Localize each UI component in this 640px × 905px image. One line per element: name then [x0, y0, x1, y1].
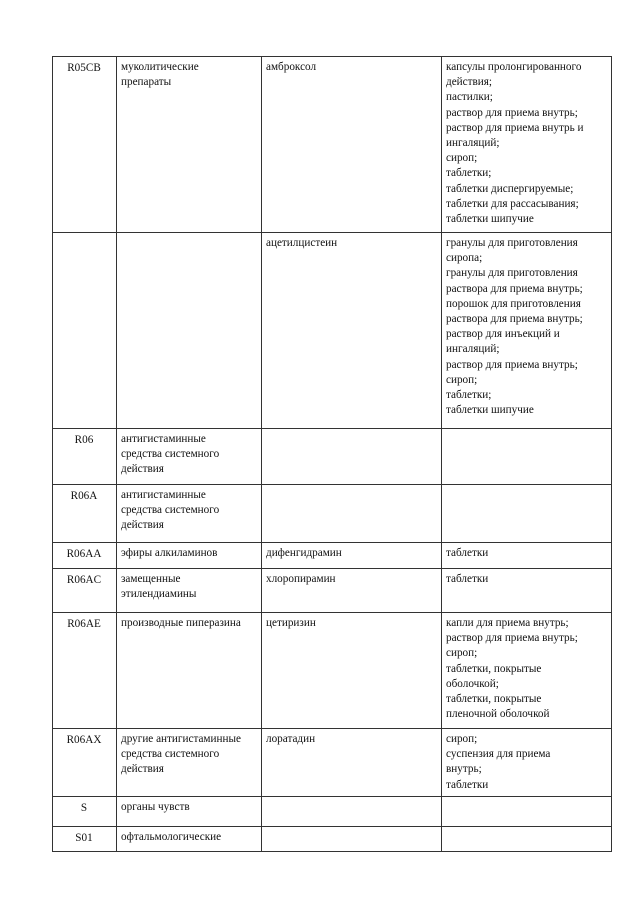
forms-text-line: гранулы для приготовления: [446, 267, 578, 280]
forms-text-line: раствор для приема внутрь;: [446, 106, 578, 119]
group-cell: [116, 826, 261, 851]
table-row: [0, 826, 640, 851]
forms-cell: [441, 612, 611, 728]
drug-cell: [261, 612, 441, 728]
drug-text-line: ацетилцистеин: [266, 237, 338, 249]
code-cell: [52, 568, 116, 612]
group-text-line: действия: [121, 763, 164, 776]
group-cell: [116, 484, 261, 542]
group-text-line: действия: [121, 463, 164, 476]
forms-text-line: таблетки;: [446, 167, 492, 180]
table-row: [0, 232, 640, 428]
group-text-line: препараты: [121, 76, 172, 89]
atc-code: S: [80, 802, 88, 814]
forms-text-line: оболочкой;: [446, 677, 499, 690]
table-rule: [116, 56, 117, 852]
forms-text-line: раствора для приема внутрь;: [446, 313, 583, 326]
table-row: [0, 728, 640, 796]
code-cell: [52, 484, 116, 542]
forms-text-line: таблетки диспергируемые;: [446, 182, 574, 195]
atc-code: R06A: [70, 490, 98, 502]
atc-code: R06: [74, 434, 94, 446]
forms-text-line: пастилки;: [446, 91, 493, 104]
forms-text-line: пленочной оболочкой: [446, 708, 550, 721]
forms-text-line: капли для приема внутрь;: [446, 617, 569, 629]
code-cell: [52, 232, 116, 428]
forms-cell: [441, 484, 611, 542]
code-cell: [52, 56, 116, 232]
group-text-line: средства системного: [121, 448, 220, 461]
group-text-line: этилендиамины: [121, 588, 197, 601]
forms-text-line: сироп;: [446, 733, 478, 745]
drug-cell: [261, 568, 441, 612]
forms-text-line: таблетки;: [446, 389, 492, 402]
group-cell: [116, 428, 261, 484]
forms-text-line: капсулы пролонгированного: [446, 61, 582, 73]
forms-text-line: раствора для приема внутрь;: [446, 282, 583, 295]
group-text-line: средства системного: [121, 748, 220, 761]
group-text-line: действия: [121, 519, 164, 532]
table-row: [0, 542, 640, 568]
forms-text-line: раствор для инъекций и: [446, 328, 560, 341]
table-row: [0, 484, 640, 542]
forms-text-line: таблетки: [446, 573, 489, 585]
forms-text-line: сироп;: [446, 152, 478, 165]
table-row: [0, 568, 640, 612]
drug-cell: [261, 428, 441, 484]
group-text-line: офтальмологические: [121, 831, 222, 843]
group-text-line: антигистаминные: [121, 433, 206, 445]
forms-text-line: таблетки для рассасывания;: [446, 197, 579, 210]
atc-code: R06AA: [66, 548, 102, 560]
table-rule: [261, 56, 262, 852]
forms-text-line: порошок для приготовления: [446, 297, 581, 310]
table-rule: [52, 826, 612, 827]
drug-cell: [261, 728, 441, 796]
table-rule: [52, 728, 612, 729]
table-row: [0, 796, 640, 826]
group-text-line: антигистаминные: [121, 489, 206, 501]
drug-text-line: лоратадин: [266, 733, 316, 745]
group-text-line: муколитические: [121, 61, 199, 73]
forms-text-line: таблетки, покрытые: [446, 662, 542, 675]
forms-cell: [441, 796, 611, 826]
group-cell: [116, 796, 261, 826]
forms-text-line: таблетки: [446, 778, 489, 791]
drug-cell: [261, 232, 441, 428]
forms-cell: [441, 56, 611, 232]
table-rule: [611, 56, 612, 852]
code-cell: [52, 428, 116, 484]
forms-text-line: раствор для приема внутрь и: [446, 121, 584, 134]
table-rule: [52, 484, 612, 485]
drug-text-line: цетиризин: [266, 617, 316, 629]
forms-text-line: таблетки шипучие: [446, 213, 534, 226]
table-rule: [52, 796, 612, 797]
table-rule: [52, 568, 612, 569]
atc-code: R06AE: [67, 618, 101, 630]
forms-text-line: сироп;: [446, 647, 478, 660]
forms-text-line: действия;: [446, 76, 493, 89]
drug-cell: [261, 542, 441, 568]
table-rule: [52, 232, 612, 233]
forms-cell: [441, 428, 611, 484]
group-cell: [116, 56, 261, 232]
code-cell: [52, 542, 116, 568]
atc-code: R05CB: [67, 62, 101, 74]
forms-text-line: раствор для приема внутрь;: [446, 632, 578, 645]
drug-cell: [261, 796, 441, 826]
group-text-line: другие антигистаминные: [121, 733, 241, 745]
drug-cell: [261, 56, 441, 232]
table-row: [0, 428, 640, 484]
forms-text-line: сироп;: [446, 373, 478, 386]
code-cell: [52, 728, 116, 796]
atc-code: S01: [75, 832, 93, 844]
forms-cell: [441, 826, 611, 851]
forms-cell: [441, 232, 611, 428]
table-row: [0, 612, 640, 728]
atc-code: R06AC: [66, 574, 102, 586]
group-text-line: эфиры алкиламинов: [121, 547, 218, 559]
forms-text-line: таблетки, покрытые: [446, 693, 542, 706]
table-rule: [52, 56, 612, 57]
forms-text-line: раствор для приема внутрь;: [446, 358, 578, 371]
drug-cell: [261, 484, 441, 542]
drug-text-line: амброксол: [266, 61, 317, 73]
forms-text-line: сиропа;: [446, 252, 483, 265]
code-cell: [52, 826, 116, 851]
forms-cell: [441, 542, 611, 568]
table-rule: [52, 428, 612, 429]
forms-text-line: таблетки шипучие: [446, 404, 534, 417]
forms-text-line: внутрь;: [446, 763, 482, 776]
table-rule: [52, 612, 612, 613]
group-text-line: производные пиперазина: [121, 617, 241, 629]
forms-text-line: гранулы для приготовления: [446, 237, 578, 249]
table-row: [0, 56, 640, 232]
table-rule: [52, 542, 612, 543]
forms-text-line: таблетки: [446, 547, 489, 559]
forms-text-line: суспензия для приема: [446, 748, 551, 761]
group-cell: [116, 568, 261, 612]
atc-code: R06AX: [66, 734, 102, 746]
table-rule: [441, 56, 442, 852]
group-text-line: органы чувств: [121, 801, 190, 813]
forms-text-line: ингаляций;: [446, 137, 500, 150]
group-cell: [116, 542, 261, 568]
group-text-line: замещенные: [121, 573, 181, 585]
table-rule: [52, 56, 53, 852]
table-rule: [52, 851, 612, 852]
forms-cell: [441, 568, 611, 612]
code-cell: [52, 796, 116, 826]
group-cell: [116, 612, 261, 728]
drug-cell: [261, 826, 441, 851]
drug-text-line: дифенгидрамин: [266, 547, 342, 559]
group-text-line: средства системного: [121, 504, 220, 517]
group-cell: [116, 232, 261, 428]
forms-text-line: ингаляций;: [446, 343, 500, 356]
code-cell: [52, 612, 116, 728]
drug-text-line: хлоропирамин: [266, 573, 336, 585]
group-cell: [116, 728, 261, 796]
forms-cell: [441, 728, 611, 796]
